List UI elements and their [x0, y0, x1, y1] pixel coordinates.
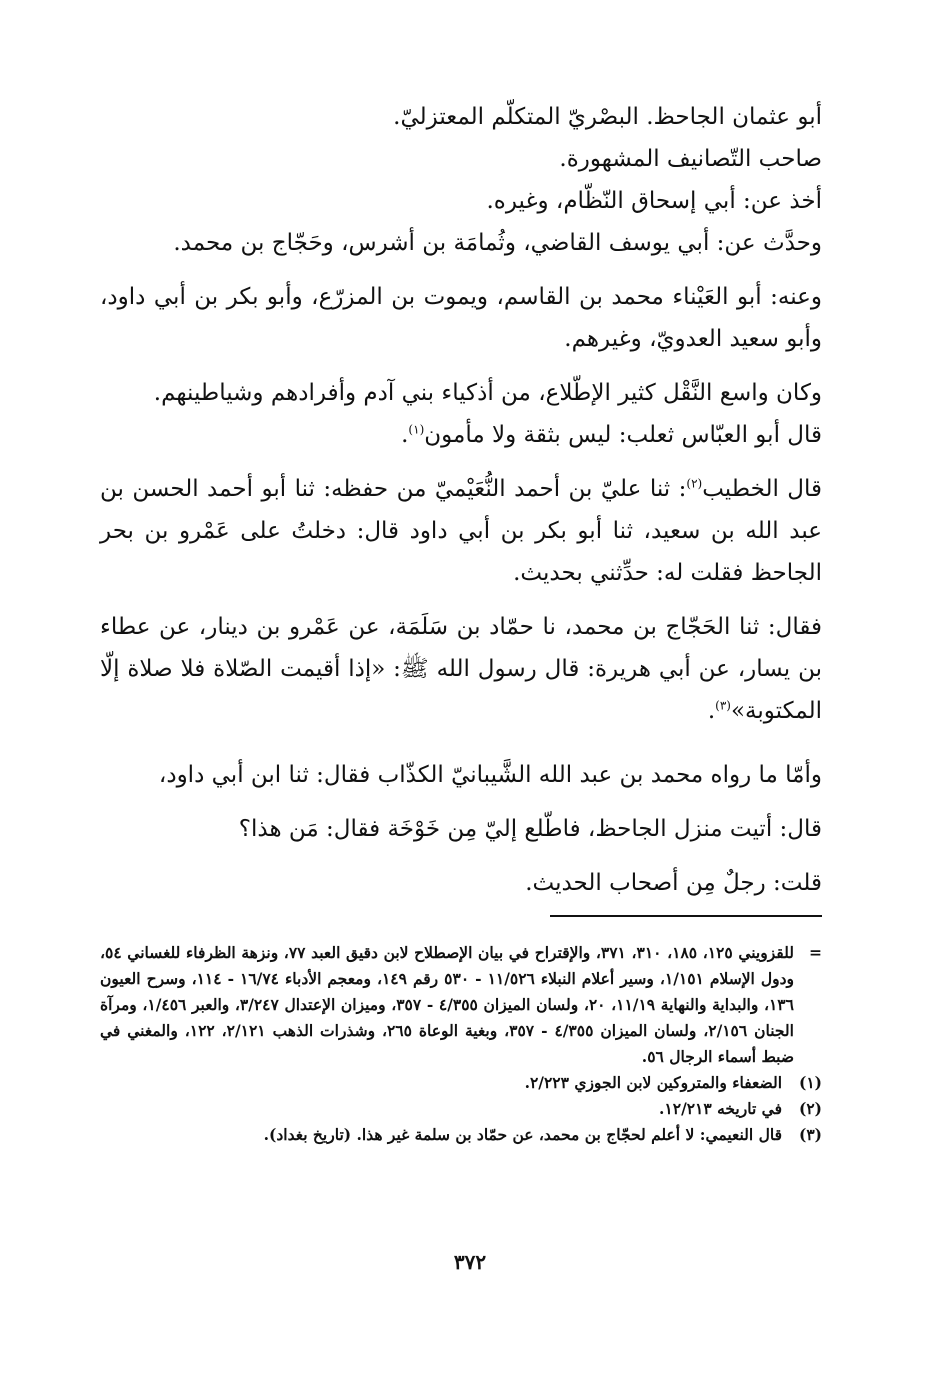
continuation-text: للقزويني ١٢٥، ١٨٥، ٣١٠، ٣٧١، والإقتراح في بيان الإصطلاح لابن دقيق العبد ٧٧، ونزهة الظرفاء للغساني ٥٤، ودول الإسلام ١/١٥١، وسير أعلام النبلاء ١١/٥٢٦ - ٥٣٠ رقم ١٤٩، ومعجم الأدباء ١٦/٧٤ - ١١٤، وسرح العيون ١٣٦، والبداية والنهاية ١١/١٩، ٢٠، ولسان الميزان ٤/٣٥٥ - ٣٥٧، وميزان الإعتدال ٣/٢٤٧، والعبر ١/٤٥٦، ومرآة الجنان ٢/١٥٦، ولسان الميزان ٤/٣٥٥ - ٣٥٧، وبغية الوعاة ٢٦٥، وشذرات الذهب ٢/١٢١، ١٢٢، والمغني في ضبط أسماء الرجال ٥٦. [100, 943, 795, 1066]
footnote [100, 1070, 822, 1096]
text-line: أخذ عن: أبي إسحاق النّظّام، وغيره. [486, 188, 822, 214]
footnote-ref: (١) [408, 422, 425, 437]
footnote-continuation [100, 940, 822, 1070]
text-line: أبو عثمان الجاحظ. البصْريّ المتكلّم المعتزليّ. [393, 104, 822, 130]
footnote [100, 1122, 822, 1148]
paragraph-text: قال الخطيب [702, 476, 822, 502]
footnote-text: في تاريخه ١٢/٢١٣. [659, 1099, 782, 1118]
paragraph [100, 468, 822, 594]
paragraph-end: . [707, 698, 716, 724]
footnote-separator [550, 915, 822, 917]
main-text [100, 96, 822, 904]
text-line: وحدَّث عن: أبي يوسف القاضي، وثُمامَة بن أشرس، وحَجّاج بن محمد. [173, 230, 822, 256]
text-line: صاحب التّصانيف المشهورة. [559, 146, 822, 172]
footnote-ref: (٢) [686, 476, 703, 491]
paragraph: وعنه: أبو العَيْناء محمد بن القاسم، ويموت بن المزرّع، وأبو بكر بن أبي داود، وأبو سعيد العدويّ، وغيرهم. [100, 284, 822, 352]
paragraph [100, 606, 822, 732]
footnote [100, 1096, 822, 1122]
paragraph: قلت: رجلٌ مِن أصحاب الحديث. [525, 870, 822, 896]
footnote-text: الضعفاء والمتروكين لابن الجوزي ٢/٢٢٣. [524, 1073, 782, 1092]
paragraph-text: : ثنا عليّ بن أحمد النُّعَيْميّ من حفظه: ثنا أبو أحمد الحسن بن عبد الله بن سعيد، ثنا أبو بكر بن أبي داود قال: دخلتُ على عَمْرو بن بحر الجاحظ فقلت له: حدِّثني بحديث. [100, 476, 822, 586]
paragraph-text: فقال: ثنا الحَجّاج بن محمد، نا حمّاد بن سَلَمَة، عن عَمْرو بن دينار، عن عطاء بن يسار، عن أبي هريرة: قال رسول الله ﷺ: «إذا أقيمت الصّلاة فلا صلاة إلّا المكتوبة» [100, 614, 822, 724]
footnotes [100, 940, 822, 1148]
page-number: ٣٧٢ [453, 1250, 487, 1274]
footnote-number: (٣) [798, 1125, 822, 1144]
paragraph: وأمّا ما رواه محمد بن عبد الله الشَّيبانيّ الكذّاب فقال: ثنا ابن أبي داود، [158, 762, 822, 788]
paragraph: قال: أتيت منزل الجاحظ، فاطّلع إليّ مِن خَوْخَة فقال: مَن هذا؟ [238, 816, 822, 842]
continuation-mark: = [809, 943, 822, 962]
footnote-number: (٢) [798, 1099, 822, 1118]
footnote-ref: (٣) [715, 698, 731, 713]
footnote-text: قال النعيمي: لا أعلم لحجّاج بن محمد، عن حمّاد بن سلمة غير هذا. (تاريخ بغداد). [263, 1125, 782, 1144]
footnote-number: (١) [798, 1073, 822, 1092]
paragraph [100, 414, 822, 456]
paragraph-text: قال أبو العبّاس ثعلب: ليس بثقة ولا مأمون [424, 422, 822, 448]
paragraph: وكان واسع النَّقْل كثير الإطّلاع، من أذكياء بني آدم وأفرادهم وشياطينهم. [153, 380, 822, 406]
paragraph-end: . [401, 422, 409, 448]
